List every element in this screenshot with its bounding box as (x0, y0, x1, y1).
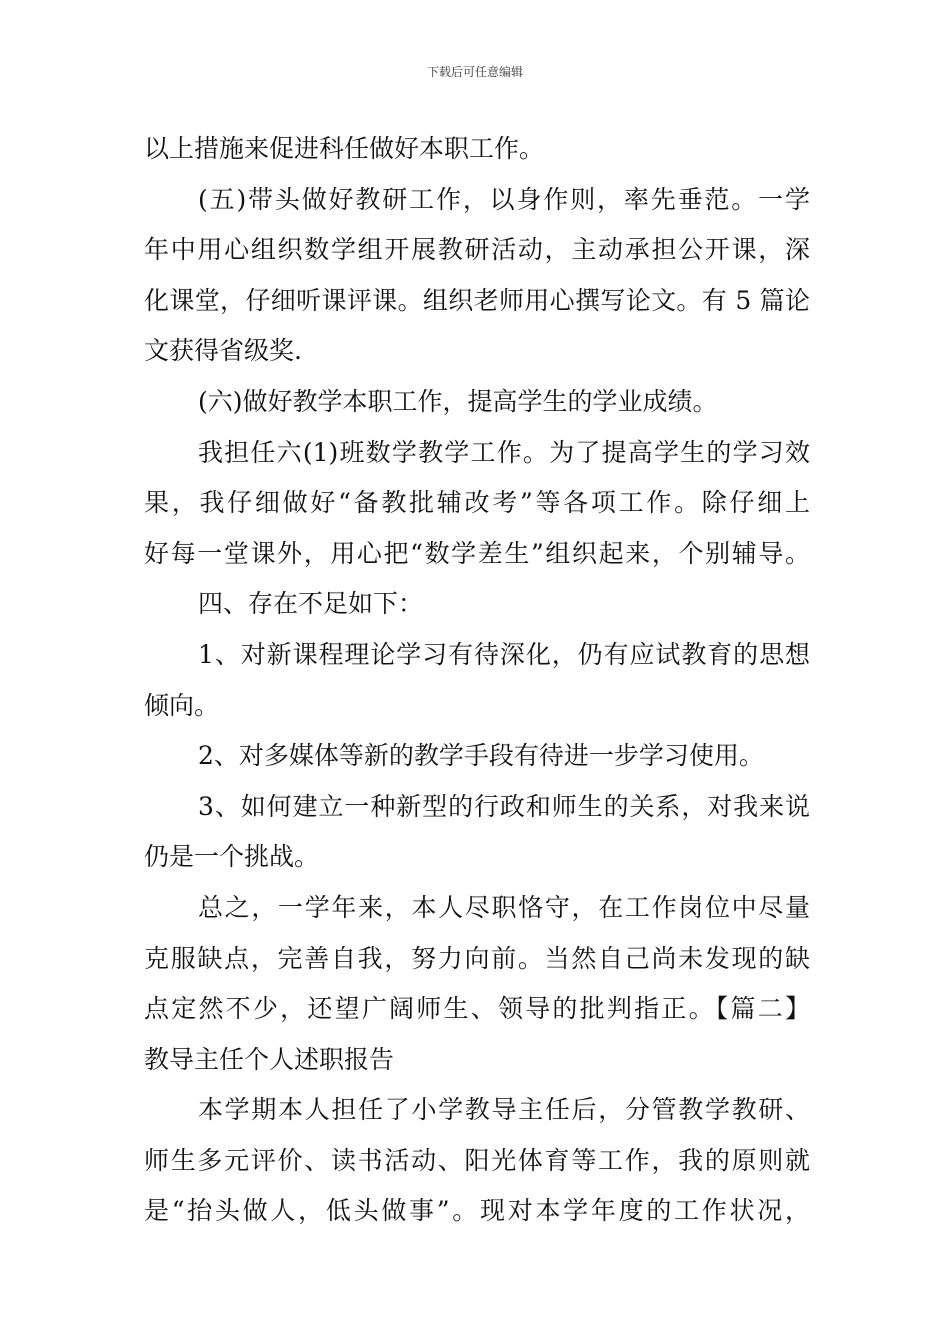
text-line: 本学期本人担任了小学教导主任后，分管教学教研、 (198, 1095, 810, 1125)
page-header: 下载后可任意编辑 (426, 65, 523, 79)
text-line: 好每一堂课外，用心把“数学差生”组织起来，个别辅导。 (144, 538, 810, 568)
text-line: 3、如何建立一种新型的行政和师生的关系，对我来说 (198, 791, 810, 821)
text-line: 文获得省级奖. (144, 336, 302, 366)
text-line: 仍是一个挑战。 (144, 842, 320, 872)
text-line: 点定然不少，还望广阔师生、领导的批判指正。【篇二】 (144, 994, 810, 1024)
text-line: 化课堂，仔细听课评课。组织老师用心撰写论文。有 5 篇论 (144, 285, 810, 315)
text-line: 是“抬头做人，低头做事”。现对本学年度的工作状况， (144, 1196, 810, 1226)
text-line: 倾向。 (144, 690, 220, 720)
text-line: 果，我仔细做好“备教批辅改考”等各项工作。除仔细上 (144, 488, 810, 518)
text-line: 总之，一学年来，本人尽职恪守，在工作岗位中尽量 (198, 892, 810, 922)
text-line: 1、对新课程理论学习有待深化，仍有应试教育的思想 (198, 639, 810, 669)
text-line: 以上措施来促进科任做好本职工作。 (144, 134, 545, 163)
text-line: 克服缺点，完善自我，努力向前。当然自己尚未发现的缺 (144, 943, 810, 973)
text-line: 年中用心组织数学组开展教研活动，主动承担公开课，深 (144, 235, 810, 265)
text-line: 四、存在不足如下： (198, 589, 424, 619)
text-line: 师生多元评价、读书活动、阳光体育等工作，我的原则就 (144, 1145, 810, 1175)
text-line: (五)带头做好教研工作，以身作则，率先垂范。一学 (198, 184, 810, 214)
document-body (144, 124, 810, 1237)
text-line: (六)做好教学本职工作，提高学生的学业成绩。 (198, 386, 718, 416)
text-line: 我担任六(1)班数学教学工作。为了提高学生的学习效 (198, 437, 810, 467)
text-line: 2、对多媒体等新的教学手段有待进一步学习使用。 (198, 741, 764, 771)
text-line: 教导主任个人述职报告 (144, 1044, 395, 1074)
